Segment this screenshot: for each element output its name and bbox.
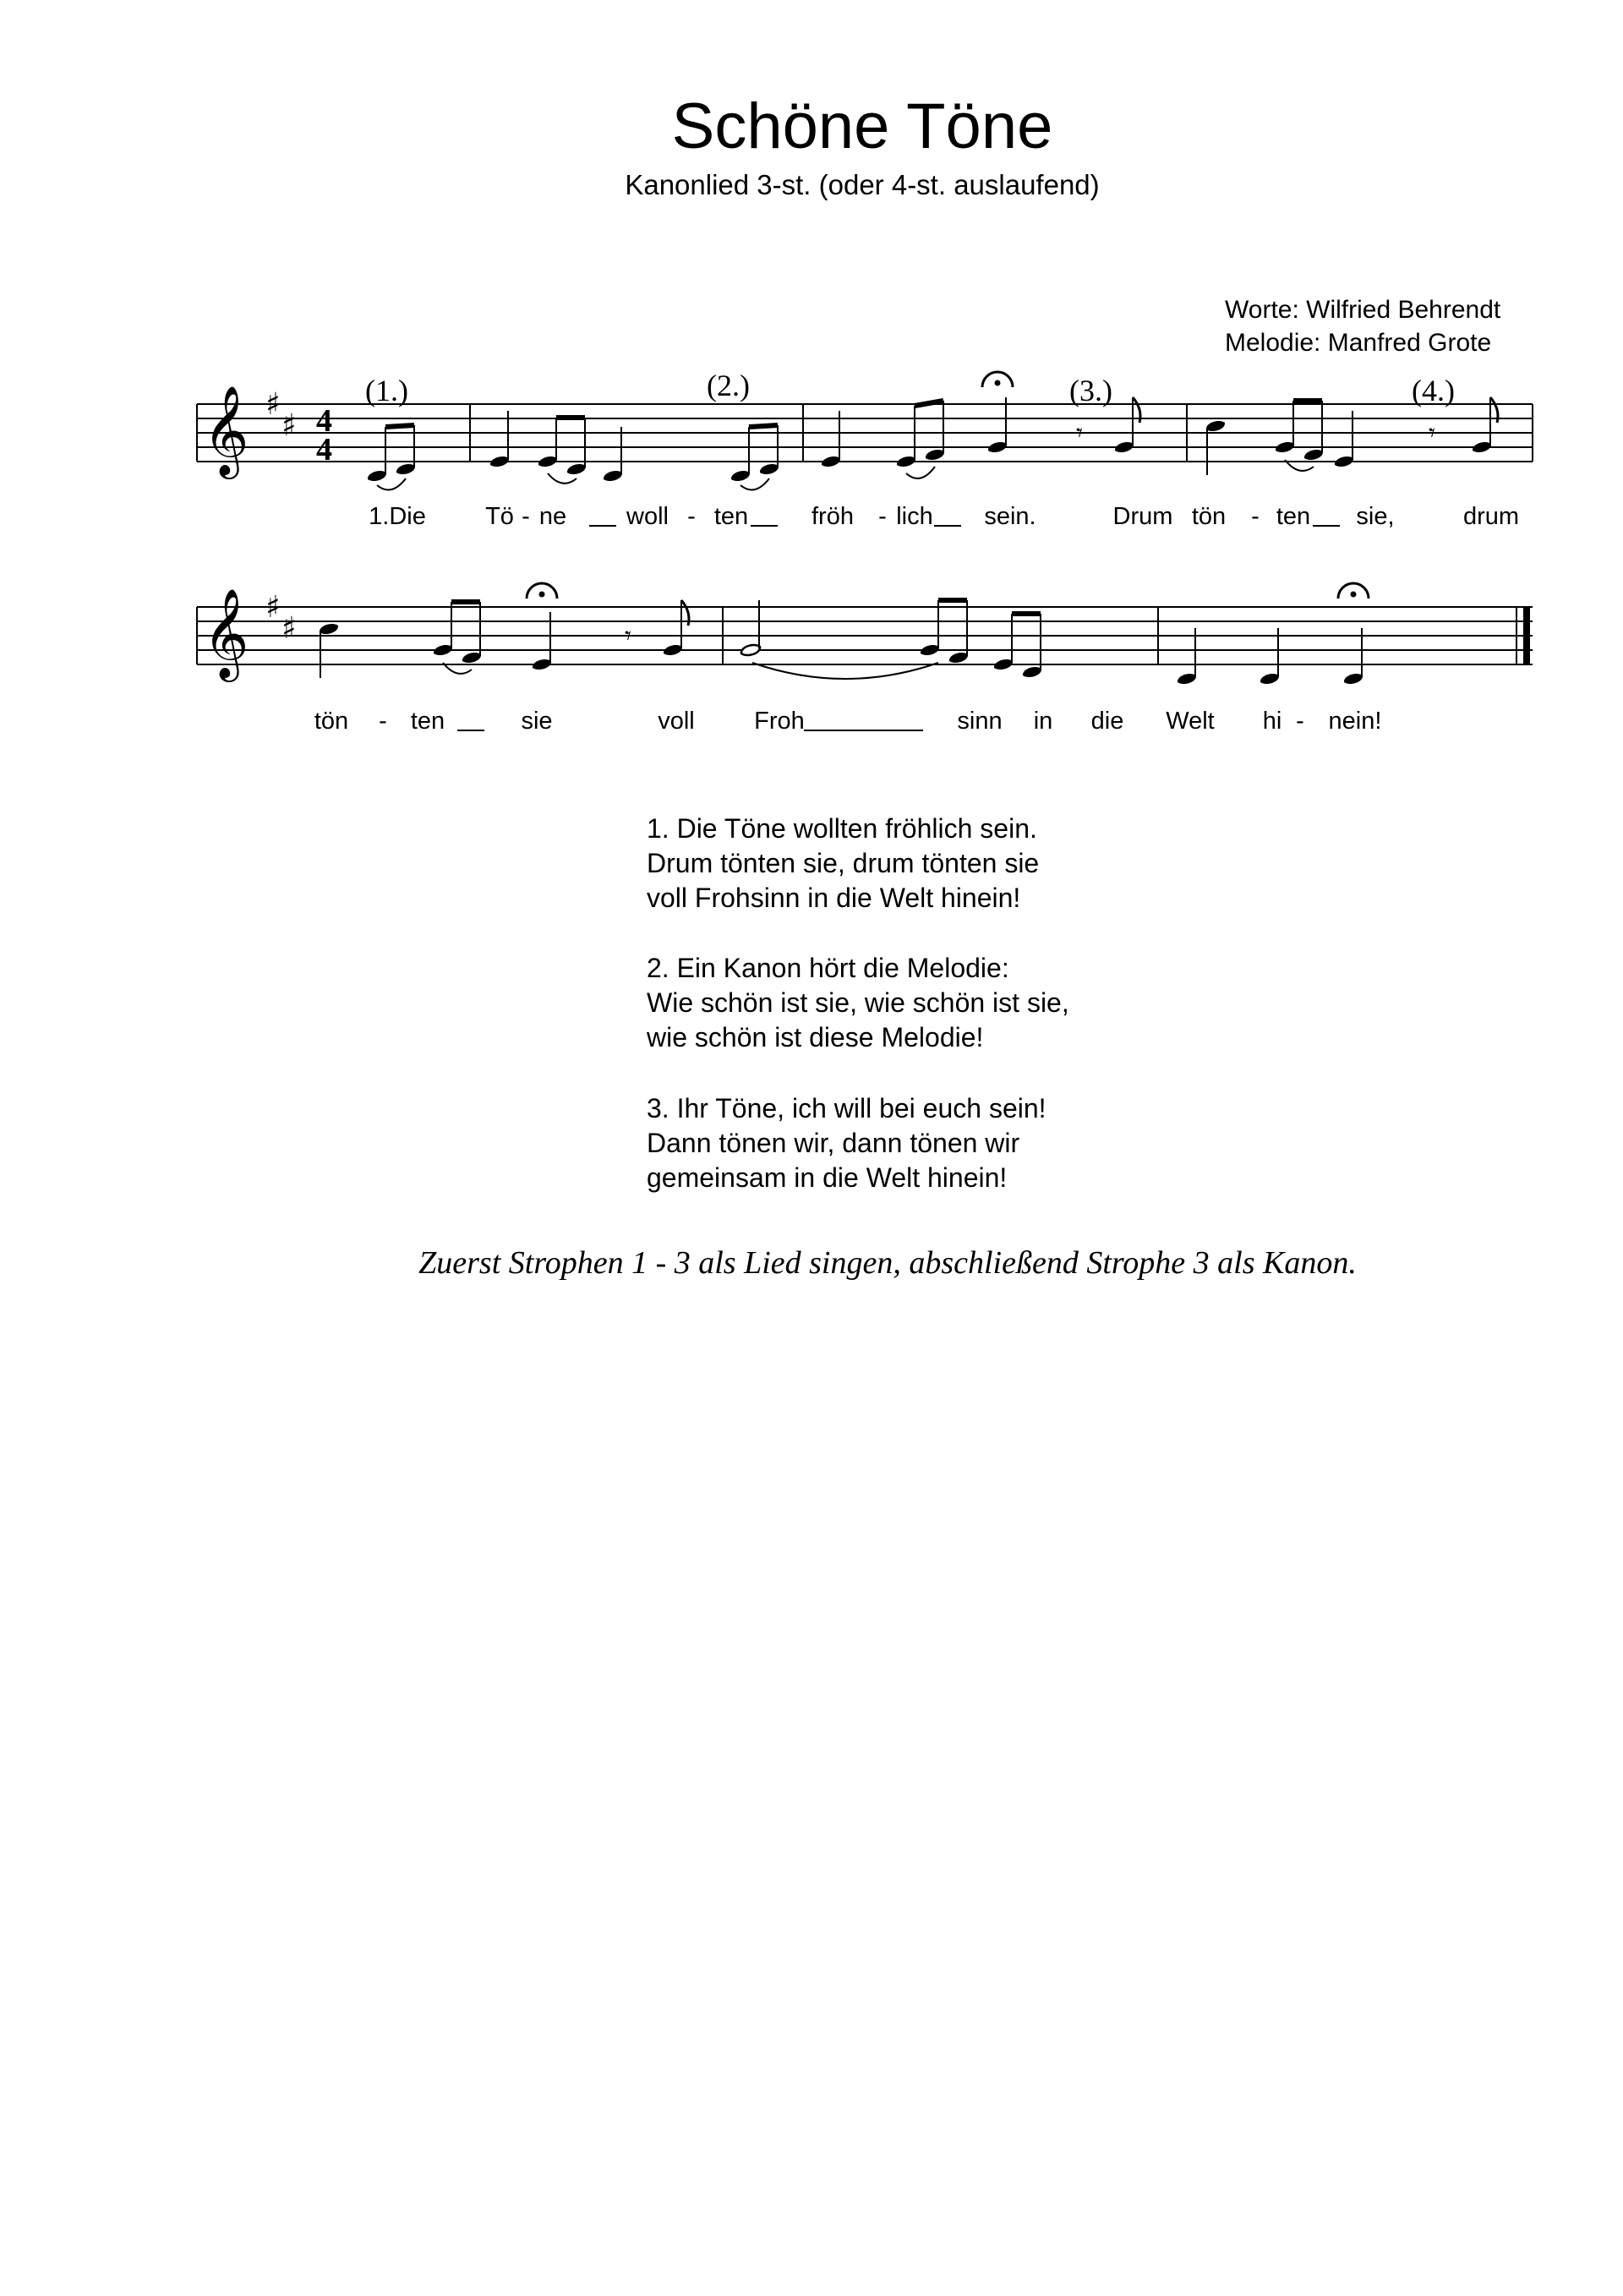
- credit-words: Worte: Wilfried Behrendt: [1225, 296, 1501, 324]
- verse-line: Dann tönen wir, dann tönen wir: [647, 1128, 1020, 1158]
- lyric-syllable: nein!: [1328, 708, 1382, 735]
- lyric-syllable: sie,: [1356, 503, 1395, 530]
- lyric-syllable: sinn: [957, 708, 1003, 735]
- lyric-syllable: ne: [538, 503, 567, 530]
- lyric-syllable: drum: [1462, 503, 1520, 530]
- verse-line: voll Frohsinn in die Welt hinein!: [647, 883, 1021, 913]
- staff-system-1: [197, 404, 1533, 462]
- lyric-syllable: woll: [626, 503, 669, 530]
- lyric-syllable: in: [1033, 708, 1053, 735]
- performance-note: Zuerst Strophen 1 - 3 als Lied singen, abschließend Strophe 3 als Kanon.: [418, 1245, 1357, 1281]
- lyric-syllable: ten: [1276, 503, 1311, 530]
- lyric-syllable: hi: [1262, 708, 1282, 735]
- music-score: [0, 0, 1623, 803]
- treble-clef-icon: [203, 588, 249, 682]
- page-title: Schöne Töne: [671, 90, 1053, 162]
- sharp-icon: [265, 387, 296, 443]
- lyric-syllable: -: [379, 708, 387, 735]
- staff-system-2: [197, 607, 1533, 664]
- lyric-syllable: Drum: [1112, 503, 1173, 530]
- verse-line: wie schön ist diese Melodie!: [647, 1022, 984, 1052]
- treble-clef-icon: [203, 385, 249, 479]
- lyric-syllable: Froh: [754, 708, 805, 735]
- svg-text:𝄾: 𝄾: [1076, 418, 1083, 448]
- verse-2: [647, 951, 1069, 1055]
- rehearsal-mark-1: (1.): [365, 374, 408, 407]
- lyric-syllable: Tö: [485, 503, 514, 530]
- rehearsal-mark-3: (3.): [1069, 374, 1112, 407]
- lyric-syllable: Welt: [1166, 708, 1215, 735]
- lyric-syllable: 1.Die: [369, 503, 426, 530]
- verse-line: 1. Die Töne wollten fröhlich sein.: [647, 813, 1037, 844]
- sharp-icon: [265, 590, 296, 646]
- lyric-syllable: ten: [713, 503, 749, 530]
- svg-text:𝄞: 𝄞: [203, 385, 249, 475]
- notes-system-2: [320, 583, 1369, 684]
- lyric-syllable: lich: [896, 503, 933, 530]
- svg-text:♯: ♯: [281, 408, 297, 443]
- lyric-syllable: ten: [410, 708, 445, 735]
- verse-3: [647, 1091, 1046, 1195]
- verse-line: gemeinsam in die Welt hinein!: [647, 1162, 1008, 1193]
- rehearsal-mark-4: (4.): [1412, 374, 1455, 407]
- lyric-syllable: -: [522, 503, 530, 530]
- svg-text:𝄾: 𝄾: [1429, 418, 1435, 448]
- notes-system-1: [368, 372, 1498, 489]
- svg-text:4: 4: [316, 432, 332, 467]
- lyric-syllable: sein.: [984, 503, 1036, 530]
- verse-line: 2. Ein Kanon hört die Melodie:: [647, 953, 1009, 983]
- lyric-syllable: voll: [658, 708, 695, 735]
- lyric-syllable: die: [1090, 708, 1124, 735]
- svg-text:♯: ♯: [265, 387, 281, 422]
- verse-line: Wie schön ist sie, wie schön ist sie,: [647, 987, 1069, 1018]
- svg-text:𝄞: 𝄞: [203, 588, 249, 678]
- verse-1: [647, 812, 1039, 916]
- svg-text:𝄾: 𝄾: [625, 621, 631, 651]
- lyric-syllable: -: [1296, 708, 1304, 735]
- rehearsal-mark-2: (2.): [707, 369, 750, 402]
- lyric-syllable: -: [687, 503, 696, 530]
- lyric-syllable: tön: [314, 708, 349, 735]
- lyric-syllable: -: [1251, 503, 1260, 530]
- lyric-syllable: sie: [521, 708, 553, 735]
- verse-line: Drum tönten sie, drum tönten sie: [647, 848, 1040, 878]
- lyric-syllable: -: [878, 503, 887, 530]
- svg-text:4: 4: [316, 403, 332, 439]
- svg-text:♯: ♯: [281, 611, 297, 646]
- credit-melody: Melodie: Manfred Grote: [1225, 329, 1492, 357]
- svg-text:♯: ♯: [265, 590, 281, 625]
- lyric-syllable: fröh: [812, 503, 854, 530]
- verse-line: 3. Ihr Töne, ich will bei euch sein!: [647, 1093, 1046, 1123]
- lyric-syllable: tön: [1191, 503, 1227, 530]
- page-subtitle: Kanonlied 3-st. (oder 4-st. auslaufend): [625, 169, 1100, 200]
- time-signature: [316, 403, 332, 467]
